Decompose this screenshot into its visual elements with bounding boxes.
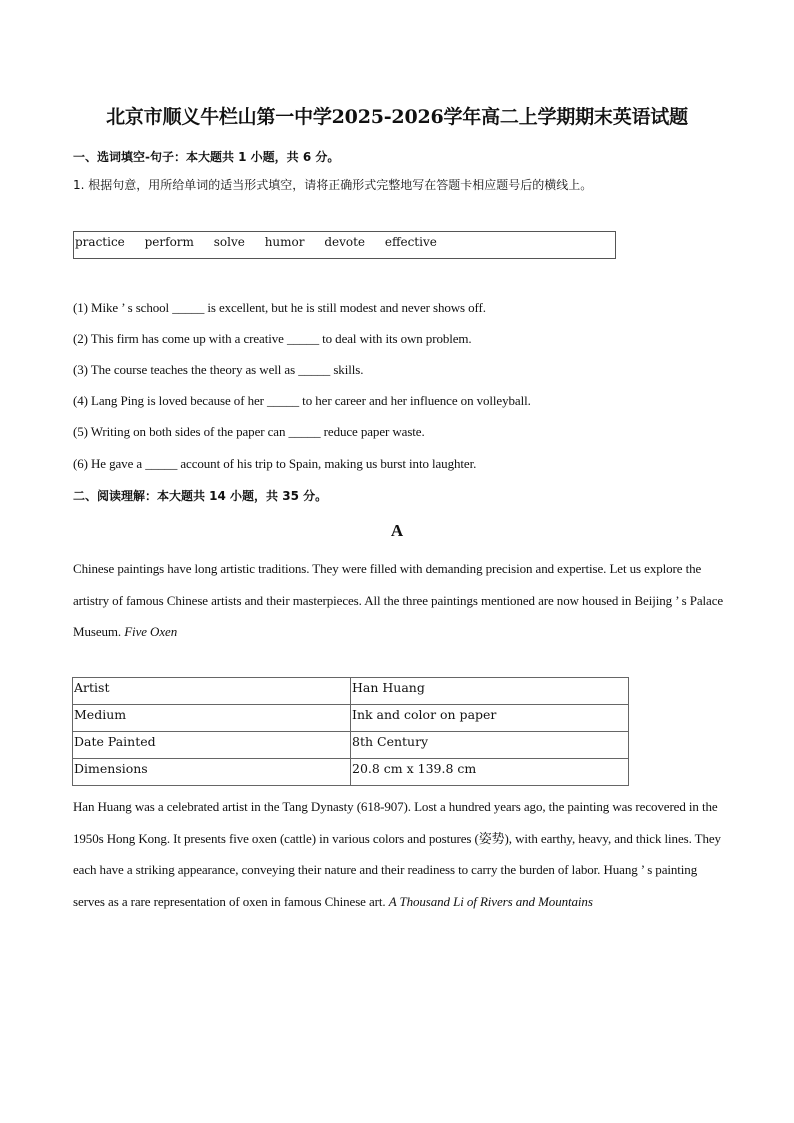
passage-label: A — [390, 521, 404, 540]
table-row — [73, 705, 629, 732]
word-bank-item: practice — [75, 235, 125, 249]
table-value: Han Huang — [351, 678, 629, 705]
table-value: 20.8 cm x 139.8 cm — [351, 759, 629, 786]
table-label: Dimensions — [73, 759, 351, 786]
table-row — [73, 732, 629, 759]
table-value: Ink and color on paper — [351, 705, 629, 732]
painting1-title: Five Oxen — [124, 624, 178, 639]
page-title: 北京市顺义牛栏山第一中学2025-2026学年高二上学期期末英语试题 — [106, 106, 688, 128]
question-4: (4) Lang Ping is loved because of her _____ to her career and her influence on volleyball. — [73, 393, 531, 408]
word-bank-item: devote — [324, 235, 366, 249]
table-value: 8th Century — [351, 732, 629, 759]
section2-heading: 二、阅读理解：本大题共 14 小题，共 35 分。 — [73, 489, 328, 503]
painting1-description — [73, 791, 725, 917]
table-row — [73, 678, 629, 705]
painting2-title: A Thousand Li of Rivers and Mountains — [388, 893, 593, 909]
word-bank-item: solve — [213, 235, 245, 249]
question-3: (3) The course teaches the theory as well as _____ skills. — [73, 362, 364, 377]
word-bank-item: perform — [144, 235, 194, 249]
passage-intro — [73, 553, 725, 648]
table-label: Medium — [73, 705, 351, 732]
section1-instruction: 1. 根据句意，用所给单词的适当形式填空，请将正确形式完整地写在答题卡相应题号后的横线上。 — [73, 178, 593, 192]
description-text: Han Huang was a celebrated artist in the Tang Dynasty (618-907). Lost a hundred years ago, the painting was recovered in the 1950s Hong Kong. It presents five oxen (cattle) in various colors and postures (姿势), with earthy, heavy, and thick lines. They each have a striking appearance, conveying their nature and their readiness to carry the burden of labor. Huang ’ s painting serves as a rare representation of oxen in famous Chinese art. — [73, 799, 721, 909]
table-label: Date Painted — [73, 732, 351, 759]
question-6: (6) He gave a _____ account of his trip to Spain, making us burst into laughter. — [73, 456, 477, 471]
question-5: (5) Writing on both sides of the paper can _____ reduce paper waste. — [73, 424, 425, 439]
intro-text: Chinese paintings have long artistic traditions. They were filled with demanding precision and expertise. Let us explore the artistry of famous Chinese artists and their masterpieces. All the three paintings mentioned are now housed in Beijing ’ s Palace Museum. — [73, 561, 724, 639]
word-bank-item: effective — [384, 235, 437, 249]
question-1: (1) Mike ’ s school _____ is excellent, but he is still modest and never shows off. — [73, 300, 486, 315]
table-row — [73, 759, 629, 786]
painting-info-table — [72, 677, 629, 786]
table-label: Artist — [73, 678, 351, 705]
word-bank-item: humor — [264, 235, 305, 249]
section1-heading: 一、选词填空-句子：本大题共 1 小题，共 6 分。 — [73, 150, 340, 164]
question-2: (2) This firm has come up with a creative _____ to deal with its own problem. — [73, 331, 472, 346]
word-bank-box — [73, 231, 616, 259]
